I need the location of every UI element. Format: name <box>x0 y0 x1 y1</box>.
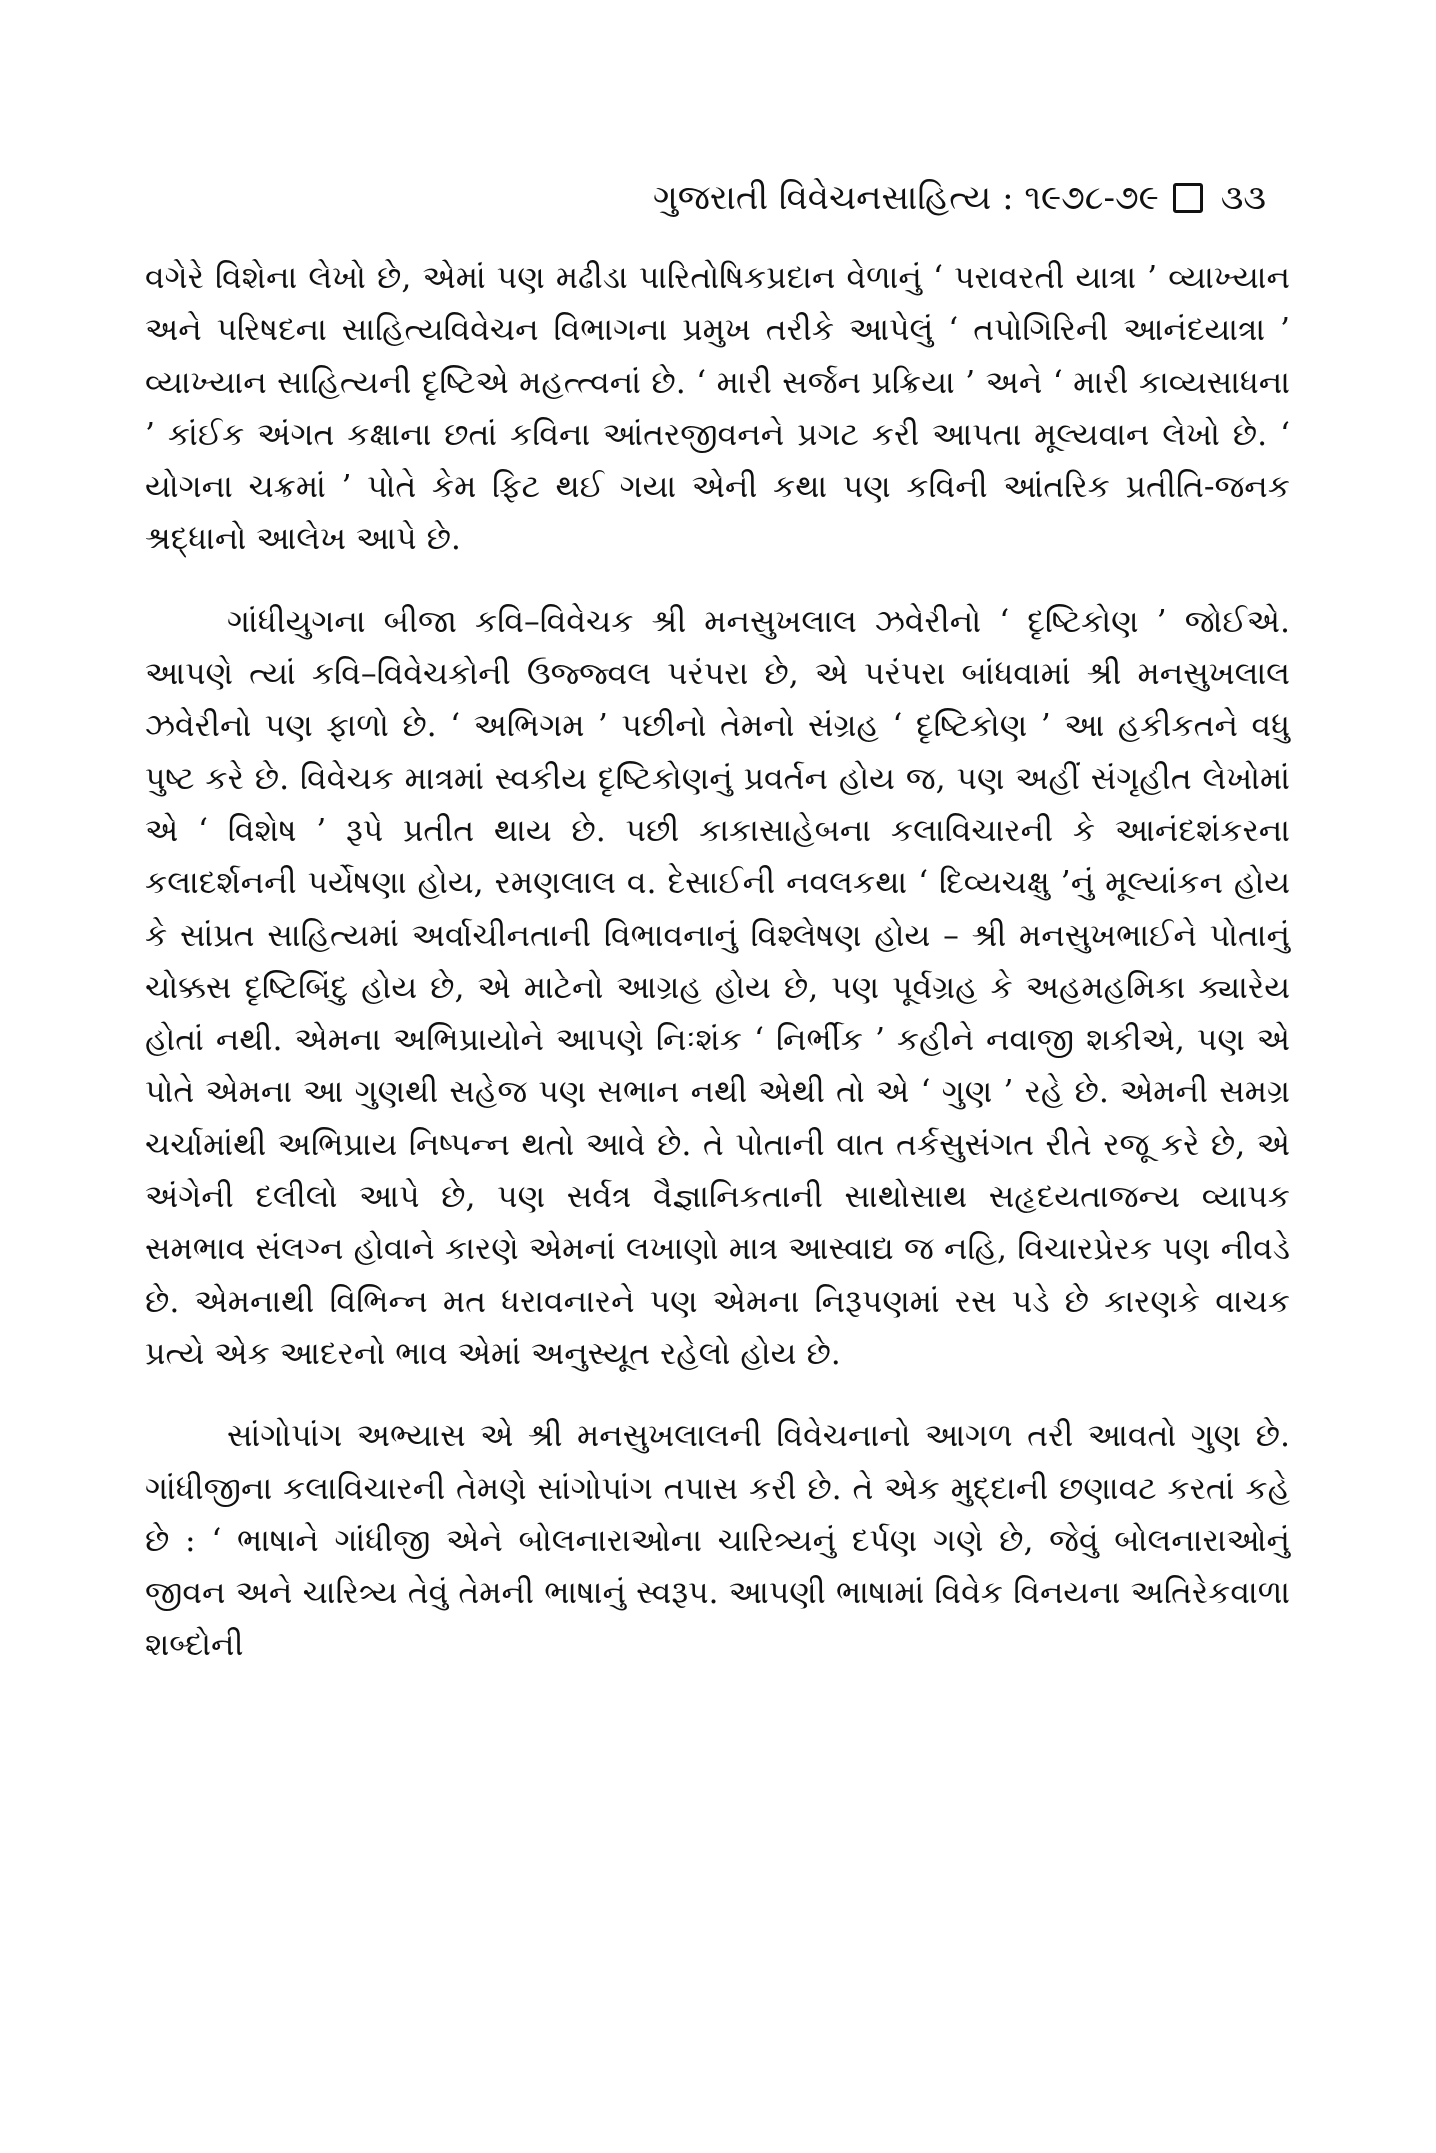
square-ornament-icon <box>1173 183 1203 213</box>
page-body <box>145 252 1290 1672</box>
paragraph-sangopang-abhyas: સાંગોપાંગ અભ્યાસ એ શ્રી મનસુખલાલની વિવેચનાનો આગળ તરી આવતો ગુણ છે. ગાંધીજીના કલાવિચારની તેમણે સાંગોપાંગ તપાસ કરી છે. તે એક મુદ્દાની છણાવટ કરતાં કહે છે : ‘ ભાષાને ગાંધીજી એને બોલનારાઓના ચારિત્ર્યનું દર્પણ ગણે છે, જેવું બોલનારાઓનું જીવન અને ચારિત્ર્ય તેવું તેમની ભાષાનું સ્વરૂપ. આપણી ભાષામાં વિવેક વિનયના અતિરેકવાળા શબ્દોની <box>145 1418 1290 1664</box>
running-title: ગુજરાતી વિવેચનસાહિત્ય : ૧૯૭૮-૭૯ <box>652 178 1159 218</box>
running-header <box>500 168 1266 228</box>
paragraph-continuation: વગેરે વિશેના લેખો છે, એમાં પણ મઢીડા પારિતોષિકપ્રદાન વેળાનું ‘ પરાવરતી યાત્રા ’ વ્યાખ્યાન અને પરિષદના સાહિત્યવિવેચન વિભાગના પ્રમુખ તરીકે આપેલું ‘ તપોગિરિની આનંદયાત્રા ’ વ્યાખ્યાન સાહિત્યની દૃષ્ટિએ મહત્ત્વનાં છે. ‘ મારી સર્જન પ્રક્રિયા ’ અને ‘ મારી કાવ્યસાધના ’ કાંઈક અંગત કક્ષાના છતાં કવિના આંતરજીવનને પ્રગટ કરી આપતા મૂલ્યવાન લેખો છે. ‘ યોગના ચક્રમાં ’ પોતે કેમ ફિટ થઈ ગયા એની કથા પણ કવિની આંતરિક પ્રતીતિ-જનક શ્રદ્ધાનો આલેખ આપે છે. <box>145 260 1290 558</box>
paragraph-manasukhlal-drishtikon: ગાંધીયુગના બીજા કવિ–વિવેચક શ્રી મનસુખલાલ ઝવેરીનો ‘ દૃષ્ટિકોણ ’ જોઈએ. આપણે ત્યાં કવિ–વિવેચકોની ઉજ્જ્વલ પરંપરા છે, એ પરંપરા બાંધવામાં શ્રી મનસુખલાલ ઝવેરીનો પણ ફાળો છે. ‘ અભિગમ ’ પછીનો તેમનો સંગ્રહ ‘ દૃષ્ટિકોણ ’ આ હકીકતને વધુ પુષ્ટ કરે છે. વિવેચક માત્રમાં સ્વકીય દૃષ્ટિકોણનું પ્રવર્તન હોય જ, પણ અહીં સંગૃહીત લેખોમાં એ ‘ વિશેષ ’ રૂપે પ્રતીત થાય છે. પછી કાકાસાહેબના કલાવિચારની કે આનંદશંકરના કલાદર્શનની પર્યેષણા હોય, રમણલાલ વ. દેસાઈની નવલકથા ‘ દિવ્યચક્ષુ ’નું મૂલ્યાંકન હોય કે સાંપ્રત સાહિત્યમાં અર્વાચીનતાની વિભાવનાનું વિશ્લેષણ હોય – શ્રી મનસુખભાઈને પોતાનું ચોક્કસ દૃષ્ટિબિંદુ હોય છે, એ માટેનો આગ્રહ હોય છે, પણ પૂર્વગ્રહ કે અહમહમિકા ક્યારેય હોતાં નથી. એમના અભિપ્રાયોને આપણે નિઃશંક ‘ નિર્ભીક ’ કહીને નવાજી શકીએ, પણ એ પોતે એમના આ ગુણથી સહેજ પણ સભાન નથી એથી તો એ ‘ ગુણ ’ રહે છે. એમની સમગ્ર ચર્ચામાંથી અભિપ્રાય નિષ્પન્ન થતો આવે છે. તે પોતાની વાત તર્કસુસંગત રીતે રજૂ કરે છે, એ અંગેની દલીલો આપે છે, પણ સર્વત્ર વૈજ્ઞાનિકતાની સાથોસાથ સહૃદયતાજન્ય વ્યાપક સમભાવ સંલગ્ન હોવાને કારણે એમનાં લખાણો માત્ર આસ્વાદ્ય જ નહિ, વિચારપ્રેરક પણ નીવડે છે. એમનાથી વિભિન્ન મત ધરાવનારને પણ એમના નિરૂપણમાં રસ પડે છે કારણકે વાચક પ્રત્યે એક આદરનો ભાવ એમાં અનુસ્યૂત રહેલો હોય છે. <box>145 603 1290 1372</box>
page-number: ૩૩ <box>1220 178 1266 218</box>
